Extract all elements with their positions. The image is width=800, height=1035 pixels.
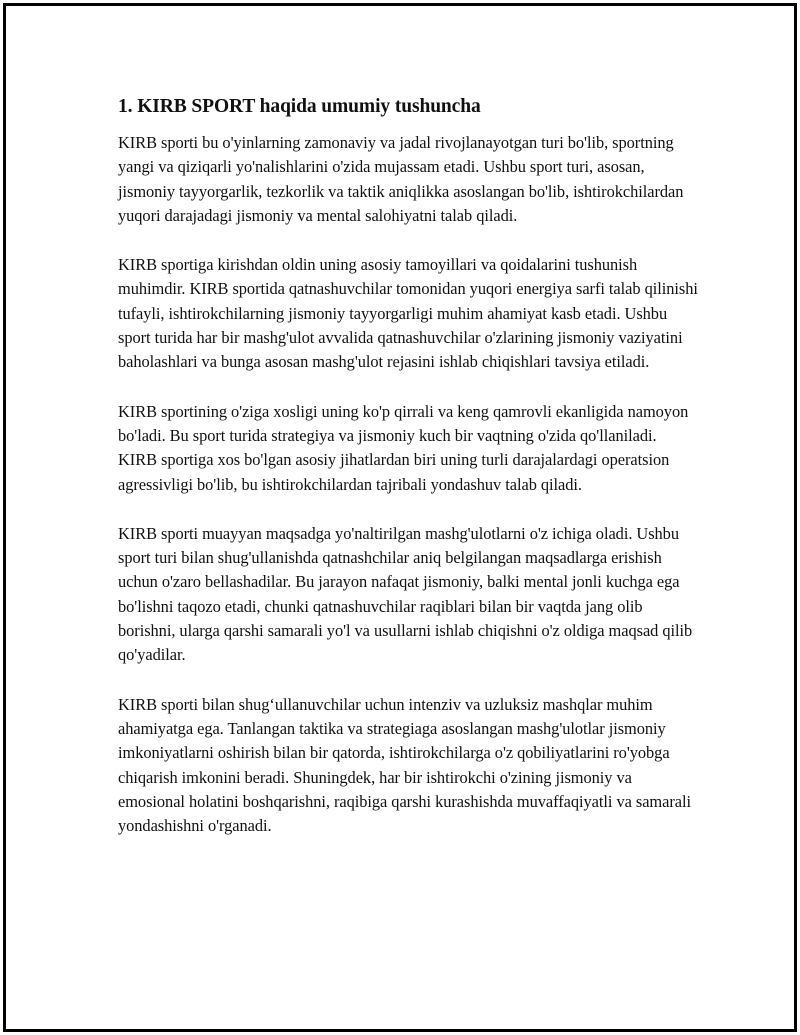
paragraph-4: KIRB sporti muayyan maqsadga yo'naltirilgan mashg'ulotlarni o'z ichiga oladi. Ushbu sport turi bilan shug'ullanishda qatnashchilar aniq belgilangan maqsadlarga erishish uchun o'zaro bellashadilar. Bu jarayon nafaqat jismoniy, balki mental jonli kuchga ega bo'lishni taqozo etadi, chunki qatnashuvchilar raqiblari bilan bir vaqtda jang olib borishni, ularga qarshi samarali yo'l va usullarni ishlab chiqishni o'z oldiga maqsad qilib qo'yadilar. [118,523,693,665]
paragraph-3: KIRB sportining o'ziga xosligi uning ko'p qirrali va keng qamrovli ekanligida namoyon bo'ladi. Bu sport turida strategiya va jismoniy kuch bir vaqtning o'zida qo'llaniladi. KIRB sportiga xos bo'lgan asosiy jihatlardan biri uning turli darajalardagi operatsion agressivligi bo'lib, bu ishtirokchilardan tajribali yondashuv talab qiladi. [118,401,689,494]
paragraph-2: KIRB sportiga kirishdan oldin uning asosiy tamoyillari va qoidalarini tushunish muhimdir. KIRB sportida qatnashuvchilar tomonidan yuqori energiya sarfi talab qilinishi tufayli, ishtirokchilarning jismoniy tayyorgarligi muhim ahamiyat kasb etadi. Ushbu sport turida har bir mashg'ulot avvalida qatnashuvchilar o'zlarining jismoniy vaziyatini baholashlari va bunga asosan mashg'ulot rejasini ishlab chiqishlari tavsiya etiladi. [118,255,698,372]
paragraph-1: KIRB sporti bu o'yinlarning zamonaviy va jadal rivojlanayotgan turi bo'lib, sportning yangi va qiziqarli yo'nalishlarini o'zida mujassam etadi. Ushbu sport turi, asosan, jismoniy tayyorgarlik, tezkorlik va taktik aniqlikka asoslangan bo'lib, ishtirokchilardan yuqori darajadagi jismoniy va mental salohiyatni talab qiladi. [118,133,684,225]
document-body [118,94,698,863]
section-heading: 1. KIRB SPORT haqida umumiy tushuncha [118,96,481,117]
paragraph-5: KIRB sporti bilan shug‘ullanuvchilar uchun intenziv va uzluksiz mashqlar muhim ahamiyatga ega. Tanlangan taktika va strategiaga asoslangan mashg'ulotlar jismoniy imkoniyatlarni oshirish bilan bir qatorda, ishtirokchilarga o'z qobiliyatlarini ro'yobga chiqarish imkonini beradi. Shuningdek, har bir ishtirokchi o'zining jismoniy va emosional holatini boshqarishni, raqibiga qarshi kurashishda muvaffaqiyatli va samarali yondashishni o'rganadi. [118,694,691,836]
